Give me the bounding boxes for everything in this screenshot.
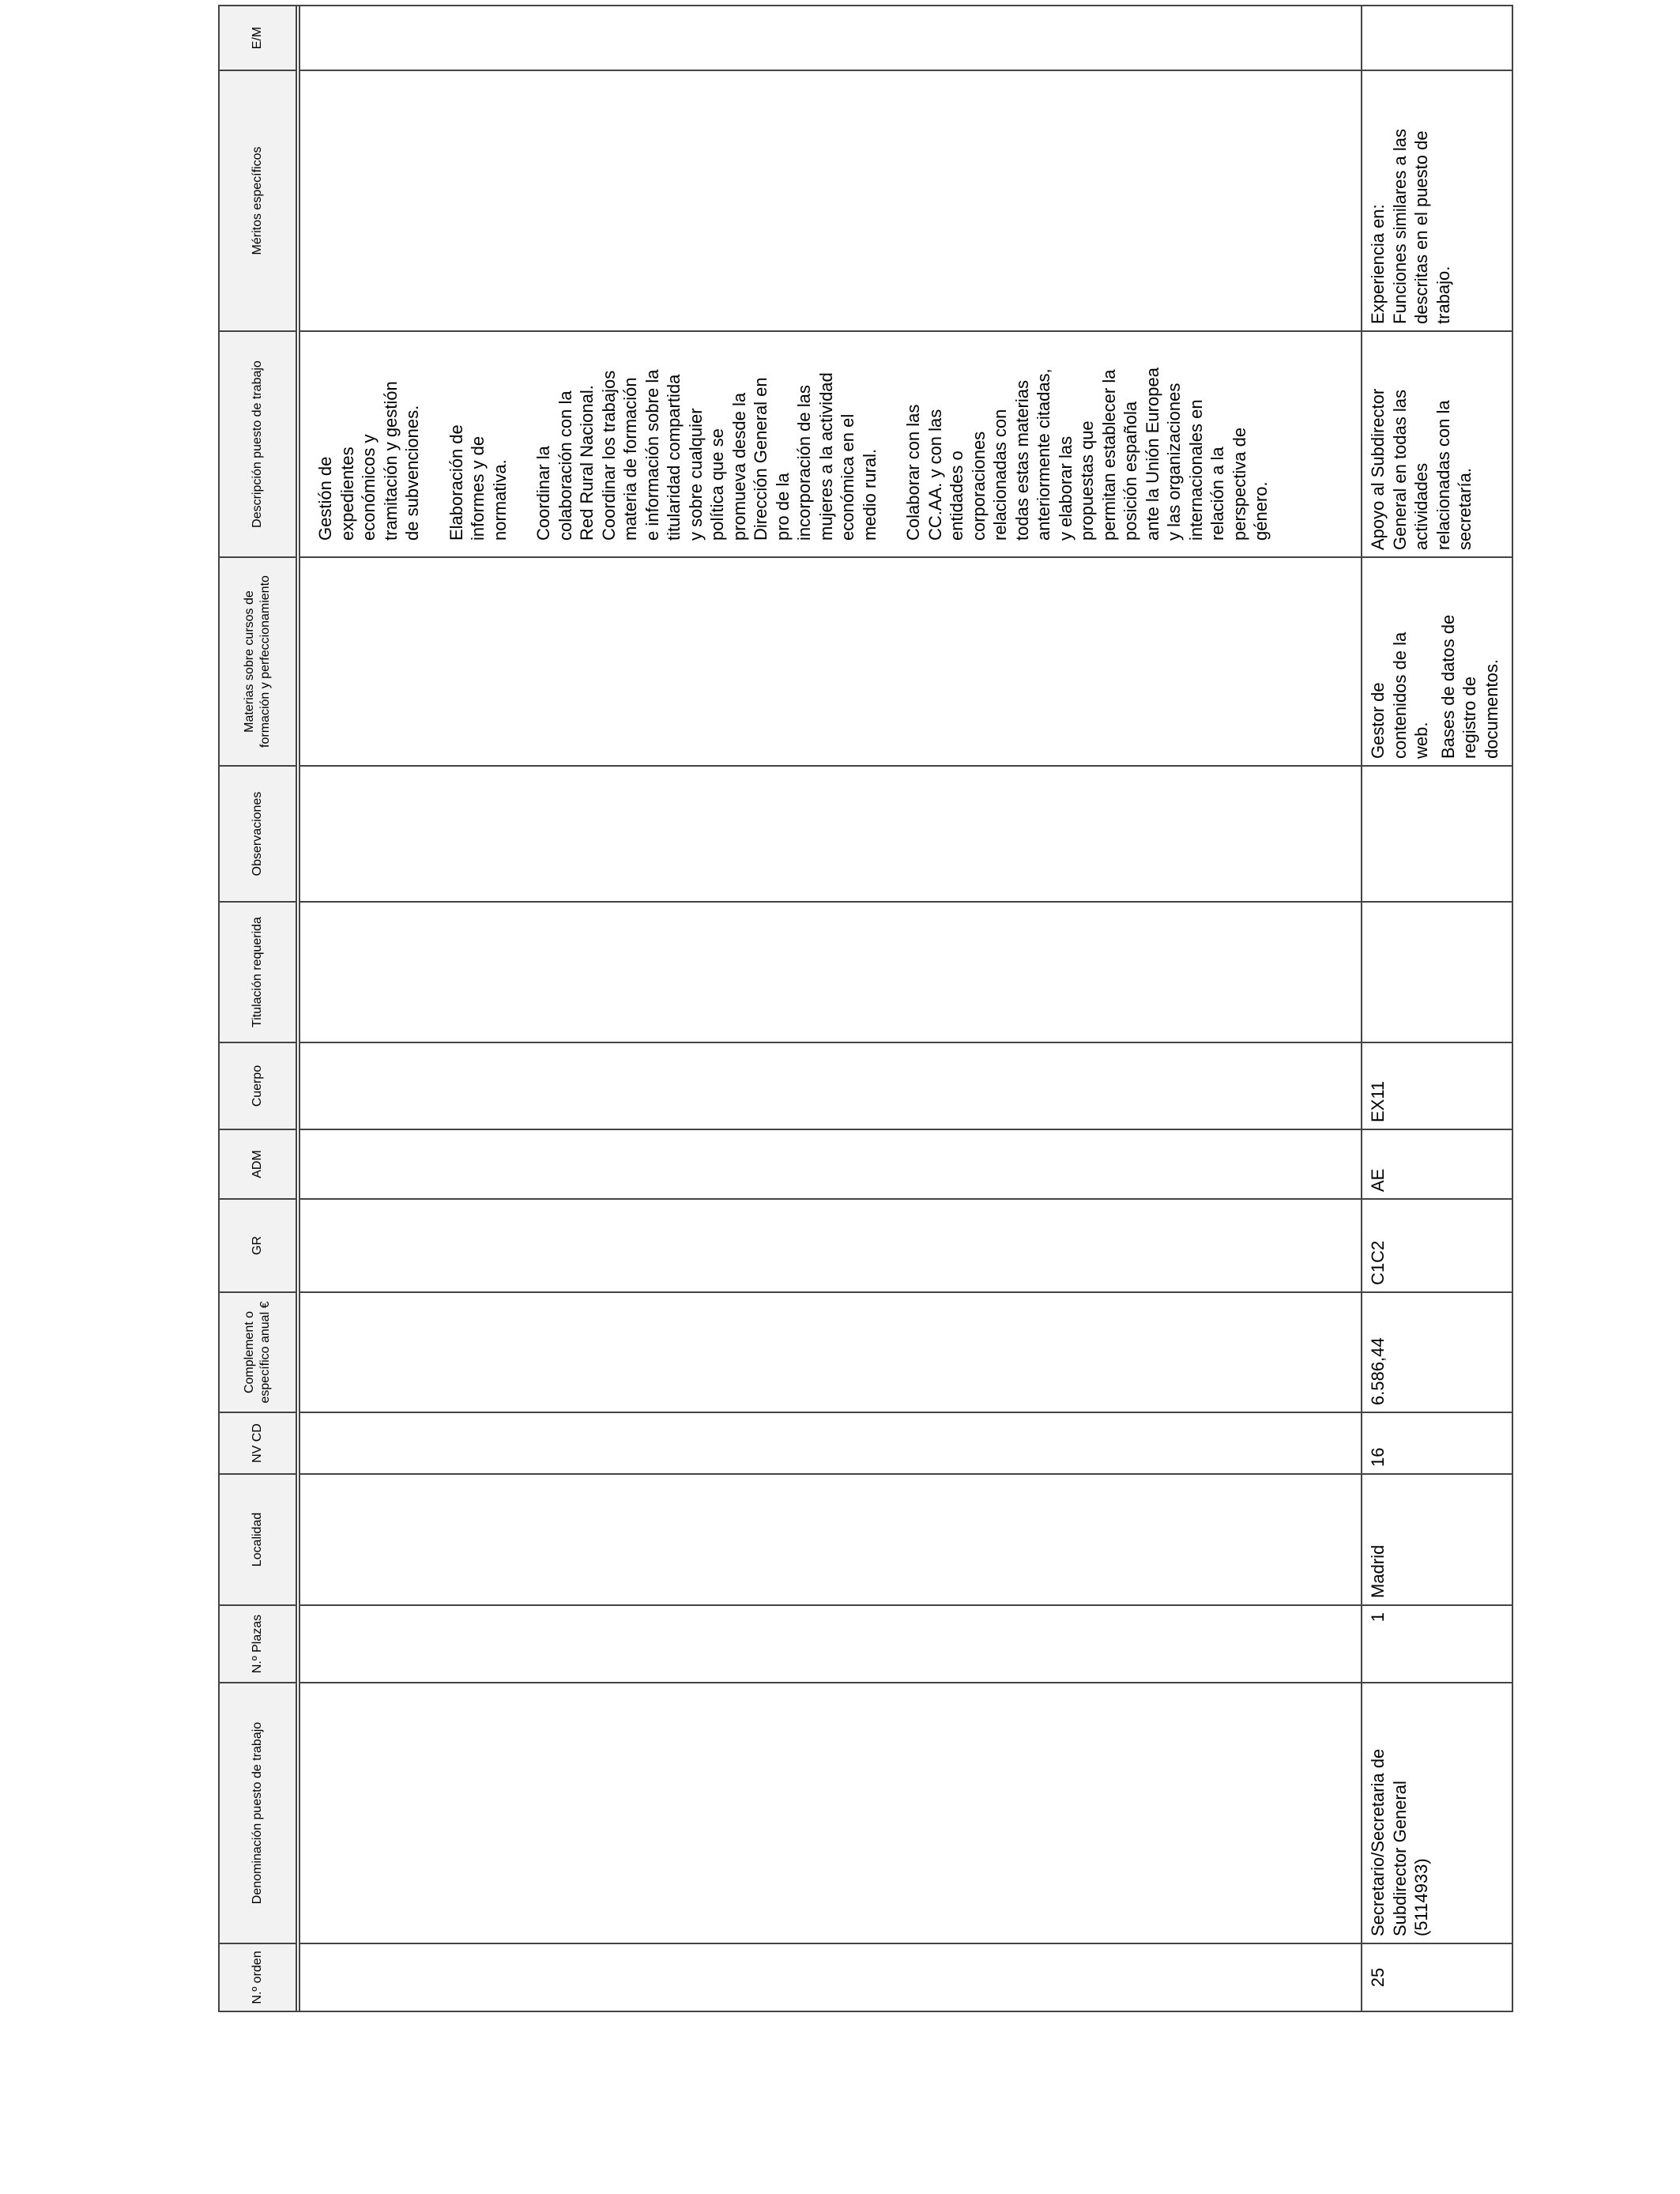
header-observaciones: Observaciones <box>219 766 296 902</box>
rotated-page <box>218 6 1501 2012</box>
cell-adm <box>299 1129 1362 1199</box>
header-complemento: Complement o específico anual € <box>219 1292 296 1412</box>
table-row <box>1362 6 1512 2011</box>
cell-observaciones <box>1362 766 1512 902</box>
cell-meritos: Experiencia en: Funciones similares a las descritas en el puesto de trabajo. <box>1362 70 1512 331</box>
cell-plazas <box>299 1605 1362 1683</box>
cell-materias <box>299 557 1362 766</box>
job-positions-table <box>218 5 1513 2012</box>
descripcion-paragraph: Coordinar la colaboración con la Red Rural Nacional. Coordinar los trabajos materia de formación e información sobre la titularidad compartida y sobre cualquier política que se promueva desde la Dirección General en pro de la incorporación de las mujeres a la actividad económica en el medio rural. <box>533 369 880 541</box>
header-adm: ADM <box>219 1129 296 1199</box>
cell-descripcion: Apoyo al Subdirector General en todas las actividades relacionadas con la secretaría. <box>1362 331 1512 557</box>
cell-orden <box>299 1943 1362 2011</box>
cell-localidad: Madrid <box>1362 1474 1512 1605</box>
descripcion-paragraph: Colaborar con las CC.AA. y con las entidades o corporaciones relacionadas con todas estas materias anteriormente citadas, y elaborar las propuestas que permitan establecer la posición española ante la Unión Europea y las organizaciones internacionales en relación a la perspectiva de género. <box>903 368 1271 541</box>
cell-meritos <box>299 70 1362 331</box>
descripcion-paragraph: Elaboración de informes y de normativa. <box>446 424 510 541</box>
cell-em <box>1362 6 1512 70</box>
header-denominacion: Denominación puesto de trabajo <box>219 1683 296 1943</box>
header-row <box>219 6 296 2011</box>
cell-complemento <box>299 1292 1362 1412</box>
cell-titulacion <box>299 902 1362 1042</box>
materias-item: Bases de datos de registro de documentos. <box>1437 614 1501 759</box>
header-descripcion: Descripción puesto de trabajo <box>219 331 296 557</box>
materias-item: Gestor de contenidos de la web. <box>1368 631 1431 759</box>
cell-descripcion <box>299 331 1362 557</box>
header-titulacion: Titulación requerida <box>219 902 296 1042</box>
cell-denominacion: Secretario/Secretaria de Subdirector General (5114933) <box>1362 1683 1512 1943</box>
cell-em <box>299 6 1362 70</box>
header-em: E/M <box>219 6 296 70</box>
cell-gr: C1C2 <box>1362 1199 1512 1292</box>
cell-materias <box>1362 557 1512 766</box>
cell-titulacion <box>1362 902 1512 1042</box>
header-plazas: N.º Plazas <box>219 1605 296 1683</box>
header-orden: N.º orden <box>219 1943 296 2011</box>
cell-localidad <box>299 1474 1362 1605</box>
cell-cuerpo: EX11 <box>1362 1042 1512 1129</box>
cell-nvcd <box>299 1412 1362 1474</box>
header-localidad: Localidad <box>219 1474 296 1605</box>
header-materias: Materias sobre cursos de formación y perfeccionamiento <box>219 557 296 766</box>
header-cuerpo: Cuerpo <box>219 1042 296 1129</box>
header-gr: GR <box>219 1199 296 1292</box>
table-row <box>299 6 1362 2011</box>
cell-denominacion <box>299 1683 1362 1943</box>
cell-complemento: 6.586,44 <box>1362 1292 1512 1412</box>
cell-cuerpo <box>299 1042 1362 1129</box>
cell-adm: AE <box>1362 1129 1512 1199</box>
cell-nvcd: 16 <box>1362 1412 1512 1474</box>
cell-gr <box>299 1199 1362 1292</box>
cell-observaciones <box>299 766 1362 902</box>
descripcion-paragraph: Gestión de expedientes económicos y tramitación y gestión de subvenciones. <box>315 381 422 541</box>
header-nvcd: NV CD <box>219 1412 296 1474</box>
header-meritos: Méritos específicos <box>219 70 296 331</box>
cell-orden: 25 <box>1362 1943 1512 2011</box>
cell-plazas: 1 <box>1362 1605 1512 1683</box>
